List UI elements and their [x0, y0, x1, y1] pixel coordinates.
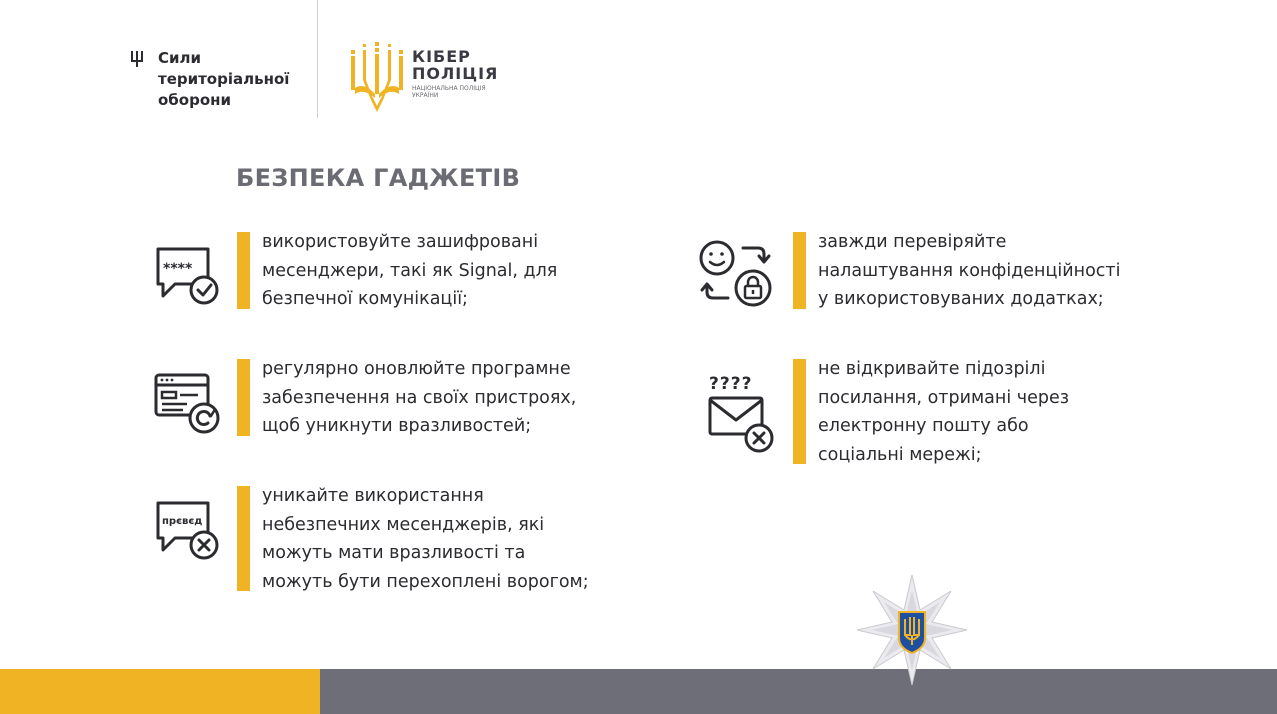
- footer-bar: [320, 669, 1277, 714]
- privacy-settings-icon: [698, 238, 774, 308]
- tip-line: соціальні мережі;: [818, 444, 982, 465]
- tip-item-avoid-unsafe-messengers: [237, 482, 637, 597]
- footer-accent-bar: [0, 669, 320, 714]
- tip-line: можуть бути перехоплені ворогом;: [262, 571, 589, 592]
- tip-line: месенджери, такі як Signal, для: [262, 260, 558, 281]
- national-police-star-icon: [855, 573, 969, 687]
- cyber-police-line2: ПОЛІЦІЯ: [412, 64, 499, 83]
- territorial-defense-name: Сили територіальної оборони: [158, 49, 290, 109]
- tip-line: можуть мати вразливості та: [262, 543, 526, 563]
- tip-line: завжди перевіряйте: [818, 232, 1007, 252]
- suspicious-mail-icon: [706, 372, 778, 456]
- header-divider: [317, 0, 318, 118]
- territorial-defense-logo: [130, 48, 310, 108]
- tip-line: налаштування конфіденційності: [818, 260, 1121, 281]
- tip-line: забезпечення на своїх пристроях,: [262, 387, 577, 408]
- chat-blocked-text: прєвєд: [162, 516, 203, 527]
- mail-question-marks: ????: [709, 374, 753, 394]
- tip-line: посилання, отримані через: [818, 387, 1070, 408]
- cyber-police-name: [412, 48, 532, 99]
- tip-line: уникайте використання: [262, 486, 484, 506]
- cyber-police-line1: КІБЕР: [412, 47, 471, 66]
- chat-password-check-icon: [153, 246, 221, 306]
- tip-line: небезпечних месенджерів, які: [262, 514, 545, 535]
- accent-bar: [237, 232, 250, 309]
- chat-blocked-icon: [153, 500, 221, 562]
- tip-line: використовуйте зашифровані: [262, 232, 539, 252]
- tip-line: не відкривайте підозрілі: [818, 359, 1046, 379]
- accent-bar: [237, 486, 250, 591]
- page-title: БЕЗПЕКА ГАДЖЕТІВ: [236, 164, 521, 192]
- tip-line: регулярно оновлюйте програмне: [262, 359, 571, 379]
- tip-line: електронну пошту або: [818, 416, 1029, 436]
- cyber-police-subtitle: НАЦІОНАЛЬНА ПОЛІЦІЯ УКРАЇНИ: [412, 85, 486, 99]
- tip-item-encrypted-messengers: [237, 228, 637, 318]
- tip-item-update-software: [237, 355, 637, 445]
- accent-bar: [237, 359, 250, 436]
- tip-line: у використовуваних додатках;: [818, 289, 1104, 309]
- tip-item-privacy-settings: [793, 228, 1193, 318]
- tip-line: безпечної комунікації;: [262, 289, 468, 309]
- accent-bar: [793, 359, 806, 464]
- tip-item-suspicious-links: [793, 355, 1193, 470]
- trident-icon: [130, 51, 144, 67]
- software-update-icon: [153, 372, 223, 434]
- password-stars: ****: [163, 261, 193, 277]
- accent-bar: [793, 232, 806, 309]
- cyber-police-trident-icon: [350, 40, 404, 112]
- tip-line: щоб уникнути вразливостей;: [262, 416, 532, 436]
